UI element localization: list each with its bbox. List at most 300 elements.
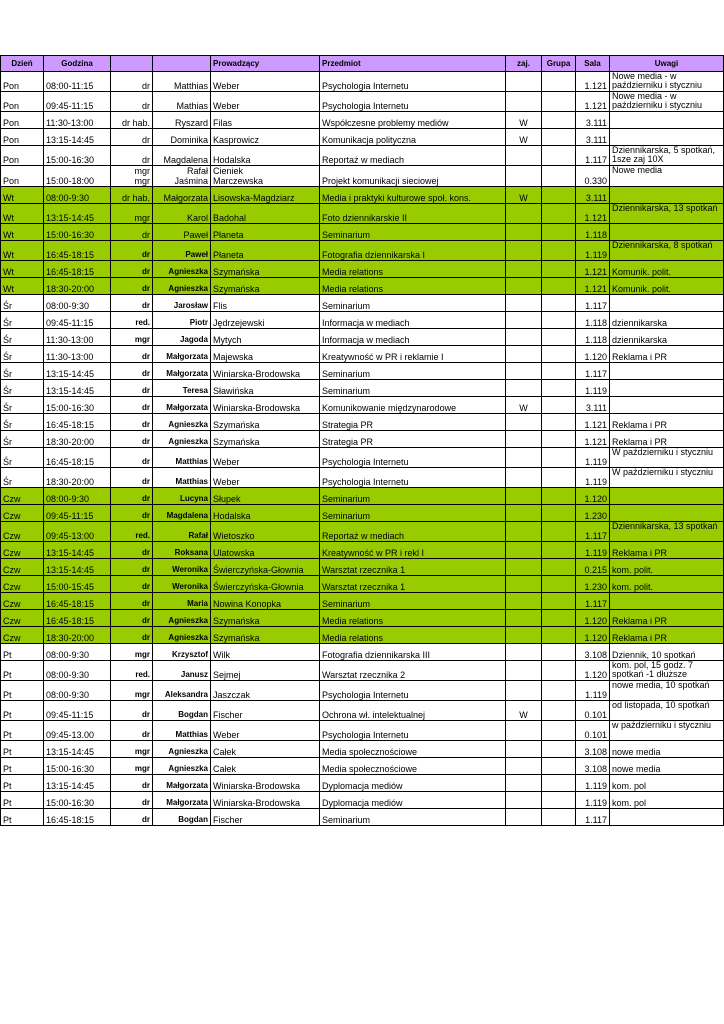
cell-last-name: Sławińska bbox=[211, 380, 320, 397]
cell-room: 1.117 bbox=[576, 363, 610, 380]
cell-last-name: Całek bbox=[211, 741, 320, 758]
cell-room: 1.121 bbox=[576, 431, 610, 448]
cell-subject: Psychologia Internetu bbox=[320, 468, 506, 488]
cell-room: 3.108 bbox=[576, 644, 610, 661]
table-row bbox=[1, 542, 724, 559]
cell-day: Pon bbox=[1, 166, 44, 187]
cell-first-name: Agnieszka bbox=[153, 627, 211, 644]
cell-notes: nowe media bbox=[610, 741, 724, 758]
cell-time: 16:45-18:15 bbox=[44, 610, 111, 627]
cell-subject: Reportaż w mediach bbox=[320, 146, 506, 166]
cell-group bbox=[542, 329, 576, 346]
cell-first-name: Matthias bbox=[153, 448, 211, 468]
cell-notes bbox=[610, 295, 724, 312]
cell-class-type bbox=[506, 644, 542, 661]
table-row bbox=[1, 166, 724, 187]
cell-subject: Reportaż w mediach bbox=[320, 522, 506, 542]
header-time: Godzina bbox=[44, 56, 111, 72]
schedule-sheet bbox=[0, 55, 724, 826]
cell-title: mgr bbox=[111, 329, 153, 346]
cell-last-name: Świerczyńska-Głownia bbox=[211, 576, 320, 593]
cell-subject: Strategia PR bbox=[320, 414, 506, 431]
cell-last-name: Fischer bbox=[211, 809, 320, 826]
cell-subject: Fotografia dziennikarska I bbox=[320, 241, 506, 261]
cell-time: 08:00-9:30 bbox=[44, 488, 111, 505]
cell-last-name: Filas bbox=[211, 112, 320, 129]
cell-class-type: W bbox=[506, 129, 542, 146]
cell-class-type bbox=[506, 431, 542, 448]
cell-subject: Media relations bbox=[320, 261, 506, 278]
cell-first-name: Rafał Jaśmina bbox=[153, 166, 211, 187]
header-class-type: zaj. bbox=[506, 56, 542, 72]
cell-group bbox=[542, 542, 576, 559]
cell-room: 3.111 bbox=[576, 112, 610, 129]
cell-room: 1.117 bbox=[576, 295, 610, 312]
cell-room: 1.117 bbox=[576, 809, 610, 826]
cell-day: Śr bbox=[1, 397, 44, 414]
cell-time: 08:00-9:30 bbox=[44, 187, 111, 204]
cell-title: dr bbox=[111, 721, 153, 741]
cell-class-type bbox=[506, 758, 542, 775]
cell-time: 15:00-16:30 bbox=[44, 758, 111, 775]
cell-last-name: Mytych bbox=[211, 329, 320, 346]
cell-group bbox=[542, 758, 576, 775]
cell-last-name: Jaszczak bbox=[211, 681, 320, 701]
cell-subject: Seminarium bbox=[320, 363, 506, 380]
cell-class-type bbox=[506, 522, 542, 542]
cell-title: dr hab. bbox=[111, 187, 153, 204]
cell-notes: W październiku i styczniu bbox=[610, 448, 724, 468]
cell-title: dr bbox=[111, 241, 153, 261]
cell-last-name: Płaneta bbox=[211, 224, 320, 241]
cell-first-name: Magdalena bbox=[153, 505, 211, 522]
cell-subject: Ochrona wł. intelektualnej bbox=[320, 701, 506, 721]
cell-day: Pon bbox=[1, 92, 44, 112]
cell-title: dr bbox=[111, 363, 153, 380]
cell-notes bbox=[610, 380, 724, 397]
cell-group bbox=[542, 701, 576, 721]
table-row bbox=[1, 701, 724, 721]
cell-time: 13:15-14:45 bbox=[44, 559, 111, 576]
cell-day: Pt bbox=[1, 758, 44, 775]
cell-title: dr bbox=[111, 809, 153, 826]
cell-class-type bbox=[506, 204, 542, 224]
cell-title: dr bbox=[111, 775, 153, 792]
cell-title: mgr bbox=[111, 741, 153, 758]
cell-day: Czw bbox=[1, 593, 44, 610]
cell-last-name: Szymańska bbox=[211, 610, 320, 627]
cell-notes bbox=[610, 112, 724, 129]
cell-time: 11:30-13:00 bbox=[44, 329, 111, 346]
cell-subject: Seminarium bbox=[320, 809, 506, 826]
cell-first-name: Paweł bbox=[153, 224, 211, 241]
cell-subject: Media społecznościowe bbox=[320, 741, 506, 758]
cell-last-name: Winiarska-Brodowska bbox=[211, 397, 320, 414]
table-row bbox=[1, 187, 724, 204]
table-row bbox=[1, 593, 724, 610]
cell-class-type bbox=[506, 792, 542, 809]
cell-first-name: Agnieszka bbox=[153, 758, 211, 775]
cell-room: 1.119 bbox=[576, 448, 610, 468]
cell-group bbox=[542, 522, 576, 542]
cell-first-name: Rafał bbox=[153, 522, 211, 542]
cell-day: Czw bbox=[1, 505, 44, 522]
cell-group bbox=[542, 241, 576, 261]
cell-class-type bbox=[506, 278, 542, 295]
cell-subject: Psychologia Internetu bbox=[320, 448, 506, 468]
cell-title: dr bbox=[111, 488, 153, 505]
cell-subject: Informacja w mediach bbox=[320, 312, 506, 329]
cell-notes: nowe media bbox=[610, 758, 724, 775]
cell-subject: Media relations bbox=[320, 610, 506, 627]
cell-day: Śr bbox=[1, 468, 44, 488]
header-subject: Przedmiot bbox=[320, 56, 506, 72]
cell-class-type bbox=[506, 468, 542, 488]
cell-title: dr bbox=[111, 129, 153, 146]
cell-last-name: Weber bbox=[211, 92, 320, 112]
cell-room: 1.119 bbox=[576, 792, 610, 809]
cell-day: Czw bbox=[1, 610, 44, 627]
cell-notes: Reklama i PR bbox=[610, 610, 724, 627]
cell-last-name: Szymańska bbox=[211, 414, 320, 431]
cell-first-name: Weronika bbox=[153, 559, 211, 576]
cell-time: 16:45-18:15 bbox=[44, 261, 111, 278]
table-row bbox=[1, 329, 724, 346]
cell-first-name: Małgorzata bbox=[153, 346, 211, 363]
cell-notes: Komunik. polit. bbox=[610, 261, 724, 278]
cell-notes: W październiku i styczniu bbox=[610, 468, 724, 488]
cell-first-name: Paweł bbox=[153, 241, 211, 261]
cell-day: Pt bbox=[1, 809, 44, 826]
cell-first-name: Małgorzata bbox=[153, 775, 211, 792]
cell-day: Śr bbox=[1, 414, 44, 431]
cell-class-type bbox=[506, 627, 542, 644]
cell-title: dr bbox=[111, 92, 153, 112]
cell-day: Czw bbox=[1, 522, 44, 542]
cell-notes: kom. pol bbox=[610, 775, 724, 792]
cell-first-name: Małgorzata bbox=[153, 397, 211, 414]
cell-room: 3.111 bbox=[576, 187, 610, 204]
cell-subject: Komunikowanie międzynarodowe bbox=[320, 397, 506, 414]
cell-first-name: Roksana bbox=[153, 542, 211, 559]
cell-day: Pt bbox=[1, 661, 44, 681]
cell-day: Śr bbox=[1, 363, 44, 380]
cell-group bbox=[542, 312, 576, 329]
cell-notes bbox=[610, 593, 724, 610]
cell-title: dr bbox=[111, 414, 153, 431]
cell-time: 16:45-18:15 bbox=[44, 593, 111, 610]
cell-last-name: Majewska bbox=[211, 346, 320, 363]
cell-subject: Seminarium bbox=[320, 593, 506, 610]
cell-group bbox=[542, 72, 576, 92]
cell-notes: Dziennikarska, 13 spotkań bbox=[610, 204, 724, 224]
cell-room: 0.101 bbox=[576, 721, 610, 741]
cell-room: 1.117 bbox=[576, 146, 610, 166]
cell-first-name: Małgorzata bbox=[153, 363, 211, 380]
cell-title: dr bbox=[111, 431, 153, 448]
cell-time: 18:30-20:00 bbox=[44, 627, 111, 644]
cell-title: mgr bbox=[111, 644, 153, 661]
table-row bbox=[1, 72, 724, 92]
table-row bbox=[1, 224, 724, 241]
cell-group bbox=[542, 576, 576, 593]
cell-time: 13:15-14:45 bbox=[44, 363, 111, 380]
cell-first-name: Mathias bbox=[153, 92, 211, 112]
cell-class-type bbox=[506, 166, 542, 187]
table-row bbox=[1, 397, 724, 414]
cell-class-type bbox=[506, 224, 542, 241]
cell-time: 09:45-11:15 bbox=[44, 92, 111, 112]
cell-title: dr bbox=[111, 146, 153, 166]
table-row bbox=[1, 468, 724, 488]
cell-first-name: Małgorzata bbox=[153, 187, 211, 204]
cell-day: Pon bbox=[1, 112, 44, 129]
cell-group bbox=[542, 380, 576, 397]
cell-group bbox=[542, 278, 576, 295]
cell-group bbox=[542, 627, 576, 644]
cell-class-type bbox=[506, 312, 542, 329]
cell-time: 08:00-9:30 bbox=[44, 661, 111, 681]
cell-day: Pt bbox=[1, 792, 44, 809]
cell-title: red. bbox=[111, 522, 153, 542]
cell-first-name: Karol bbox=[153, 204, 211, 224]
cell-day: Wt bbox=[1, 187, 44, 204]
cell-group bbox=[542, 661, 576, 681]
table-row bbox=[1, 448, 724, 468]
cell-last-name: Weber bbox=[211, 448, 320, 468]
cell-day: Pon bbox=[1, 72, 44, 92]
cell-class-type bbox=[506, 610, 542, 627]
cell-notes: Nowe media - w październiku i styczniu bbox=[610, 72, 724, 92]
cell-subject: Psychologia Internetu bbox=[320, 72, 506, 92]
cell-group bbox=[542, 721, 576, 741]
cell-time: 18:30-20:00 bbox=[44, 468, 111, 488]
cell-room: 1.119 bbox=[576, 380, 610, 397]
table-row bbox=[1, 92, 724, 112]
cell-title: mgr bbox=[111, 681, 153, 701]
cell-subject: Kreatywność w PR i reklamie I bbox=[320, 346, 506, 363]
cell-time: 18:30-20:00 bbox=[44, 278, 111, 295]
cell-notes: nowe media, 10 spotkań bbox=[610, 681, 724, 701]
cell-last-name: Kasprowicz bbox=[211, 129, 320, 146]
cell-first-name: Maria bbox=[153, 593, 211, 610]
cell-time: 13:15-14:45 bbox=[44, 542, 111, 559]
cell-last-name: Lisowska-Magdziarz bbox=[211, 187, 320, 204]
cell-time: 08:00-9:30 bbox=[44, 295, 111, 312]
cell-first-name: Jarosław bbox=[153, 295, 211, 312]
cell-title: dr bbox=[111, 397, 153, 414]
cell-notes: w październiku i styczniu bbox=[610, 721, 724, 741]
cell-time: 09:45-13:00 bbox=[44, 522, 111, 542]
header-day: Dzień bbox=[1, 56, 44, 72]
cell-notes: od listopada, 10 spotkań bbox=[610, 701, 724, 721]
cell-class-type: W bbox=[506, 397, 542, 414]
cell-subject: Projekt komunikacji sieciowej bbox=[320, 166, 506, 187]
cell-time: 15:00-18:00 bbox=[44, 166, 111, 187]
table-row bbox=[1, 809, 724, 826]
cell-day: Śr bbox=[1, 329, 44, 346]
cell-first-name: Agnieszka bbox=[153, 610, 211, 627]
cell-group bbox=[542, 92, 576, 112]
cell-group bbox=[542, 681, 576, 701]
cell-title: dr bbox=[111, 701, 153, 721]
cell-first-name: Teresa bbox=[153, 380, 211, 397]
cell-first-name: Lucyna bbox=[153, 488, 211, 505]
cell-room: 0.330 bbox=[576, 166, 610, 187]
cell-first-name: Matthias bbox=[153, 721, 211, 741]
cell-title: dr bbox=[111, 627, 153, 644]
cell-room: 1.117 bbox=[576, 593, 610, 610]
cell-subject: Media relations bbox=[320, 278, 506, 295]
table-row bbox=[1, 505, 724, 522]
cell-subject: Psychologia Internetu bbox=[320, 681, 506, 701]
cell-notes: Dziennikarska, 5 spotkań, 1sze zaj 10X bbox=[610, 146, 724, 166]
cell-notes: dziennikarska bbox=[610, 329, 724, 346]
table-row bbox=[1, 363, 724, 380]
cell-day: Pon bbox=[1, 129, 44, 146]
cell-last-name: Wilk bbox=[211, 644, 320, 661]
cell-day: Czw bbox=[1, 627, 44, 644]
cell-class-type bbox=[506, 448, 542, 468]
cell-group bbox=[542, 397, 576, 414]
header-lecturer: Prowadzący bbox=[211, 56, 320, 72]
table-row bbox=[1, 661, 724, 681]
cell-time: 16:45-18:15 bbox=[44, 414, 111, 431]
cell-subject: Komunikacja polityczna bbox=[320, 129, 506, 146]
cell-group bbox=[542, 295, 576, 312]
cell-subject: Seminarium bbox=[320, 224, 506, 241]
cell-class-type bbox=[506, 661, 542, 681]
cell-time: 09:45-11:15 bbox=[44, 505, 111, 522]
cell-subject: Fotografia dziennikarska III bbox=[320, 644, 506, 661]
table-row bbox=[1, 380, 724, 397]
cell-first-name: Matthias bbox=[153, 468, 211, 488]
cell-group bbox=[542, 644, 576, 661]
cell-group bbox=[542, 112, 576, 129]
cell-last-name: Szymańska bbox=[211, 261, 320, 278]
cell-room: 1.121 bbox=[576, 204, 610, 224]
cell-class-type bbox=[506, 775, 542, 792]
table-row bbox=[1, 576, 724, 593]
cell-last-name: Winiarska-Brodowska bbox=[211, 792, 320, 809]
cell-group bbox=[542, 261, 576, 278]
cell-notes: Reklama i PR bbox=[610, 431, 724, 448]
table-row bbox=[1, 112, 724, 129]
cell-notes: kom. polit. bbox=[610, 576, 724, 593]
table-row bbox=[1, 721, 724, 741]
cell-notes: Reklama i PR bbox=[610, 346, 724, 363]
cell-group bbox=[542, 610, 576, 627]
table-row bbox=[1, 204, 724, 224]
cell-last-name: Fischer bbox=[211, 701, 320, 721]
cell-title: dr bbox=[111, 468, 153, 488]
cell-title: dr bbox=[111, 295, 153, 312]
cell-group bbox=[542, 129, 576, 146]
cell-title: red. bbox=[111, 312, 153, 329]
cell-room: 1.120 bbox=[576, 627, 610, 644]
cell-class-type bbox=[506, 72, 542, 92]
cell-first-name: Matthias bbox=[153, 72, 211, 92]
cell-day: Pt bbox=[1, 701, 44, 721]
cell-subject: Kreatywność w PR i rekl I bbox=[320, 542, 506, 559]
cell-day: Wt bbox=[1, 204, 44, 224]
cell-subject: Foto dziennikarskie II bbox=[320, 204, 506, 224]
cell-class-type bbox=[506, 488, 542, 505]
cell-day: Śr bbox=[1, 448, 44, 468]
cell-class-type bbox=[506, 681, 542, 701]
table-row bbox=[1, 559, 724, 576]
cell-first-name: Jagoda bbox=[153, 329, 211, 346]
cell-title: dr bbox=[111, 72, 153, 92]
cell-notes bbox=[610, 397, 724, 414]
cell-first-name: Agnieszka bbox=[153, 741, 211, 758]
cell-room: 1.118 bbox=[576, 329, 610, 346]
cell-notes: Reklama i PR bbox=[610, 627, 724, 644]
schedule-table bbox=[0, 55, 724, 826]
table-row bbox=[1, 129, 724, 146]
cell-title: dr bbox=[111, 278, 153, 295]
table-row bbox=[1, 681, 724, 701]
cell-notes: Reklama i PR bbox=[610, 542, 724, 559]
cell-class-type bbox=[506, 593, 542, 610]
cell-group bbox=[542, 775, 576, 792]
cell-room: 1.118 bbox=[576, 312, 610, 329]
cell-notes: Reklama i PR bbox=[610, 414, 724, 431]
cell-group bbox=[542, 204, 576, 224]
cell-first-name: Agnieszka bbox=[153, 431, 211, 448]
cell-notes bbox=[610, 505, 724, 522]
cell-last-name: Flis bbox=[211, 295, 320, 312]
cell-group bbox=[542, 488, 576, 505]
cell-group bbox=[542, 431, 576, 448]
header-room: Sala bbox=[576, 56, 610, 72]
cell-last-name: Całek bbox=[211, 758, 320, 775]
cell-subject: Media społecznościowe bbox=[320, 758, 506, 775]
cell-class-type bbox=[506, 505, 542, 522]
cell-time: 13:15-14:45 bbox=[44, 741, 111, 758]
cell-day: Czw bbox=[1, 488, 44, 505]
table-row bbox=[1, 775, 724, 792]
table-row bbox=[1, 241, 724, 261]
cell-room: 3.111 bbox=[576, 397, 610, 414]
cell-last-name: Szymańska bbox=[211, 431, 320, 448]
header-row bbox=[1, 56, 724, 72]
cell-first-name: Krzysztof bbox=[153, 644, 211, 661]
table-row bbox=[1, 414, 724, 431]
cell-last-name: Szymańska bbox=[211, 627, 320, 644]
cell-title: dr bbox=[111, 261, 153, 278]
cell-day: Śr bbox=[1, 346, 44, 363]
cell-title: dr bbox=[111, 559, 153, 576]
cell-group bbox=[542, 559, 576, 576]
cell-subject: Warsztat rzecznika 1 bbox=[320, 576, 506, 593]
cell-day: Czw bbox=[1, 542, 44, 559]
cell-time: 13:15-14:45 bbox=[44, 775, 111, 792]
cell-notes: Nowe media - w październiku i styczniu bbox=[610, 92, 724, 112]
cell-notes: Nowe media bbox=[610, 166, 724, 187]
cell-last-name: Weber bbox=[211, 721, 320, 741]
cell-first-name: Magdalena bbox=[153, 146, 211, 166]
cell-time: 15:00-16:30 bbox=[44, 146, 111, 166]
cell-first-name: Piotr bbox=[153, 312, 211, 329]
cell-class-type: W bbox=[506, 112, 542, 129]
cell-title: mgr mgr bbox=[111, 166, 153, 187]
cell-group bbox=[542, 505, 576, 522]
cell-day: Czw bbox=[1, 576, 44, 593]
cell-day: Wt bbox=[1, 241, 44, 261]
cell-class-type bbox=[506, 809, 542, 826]
table-row bbox=[1, 741, 724, 758]
